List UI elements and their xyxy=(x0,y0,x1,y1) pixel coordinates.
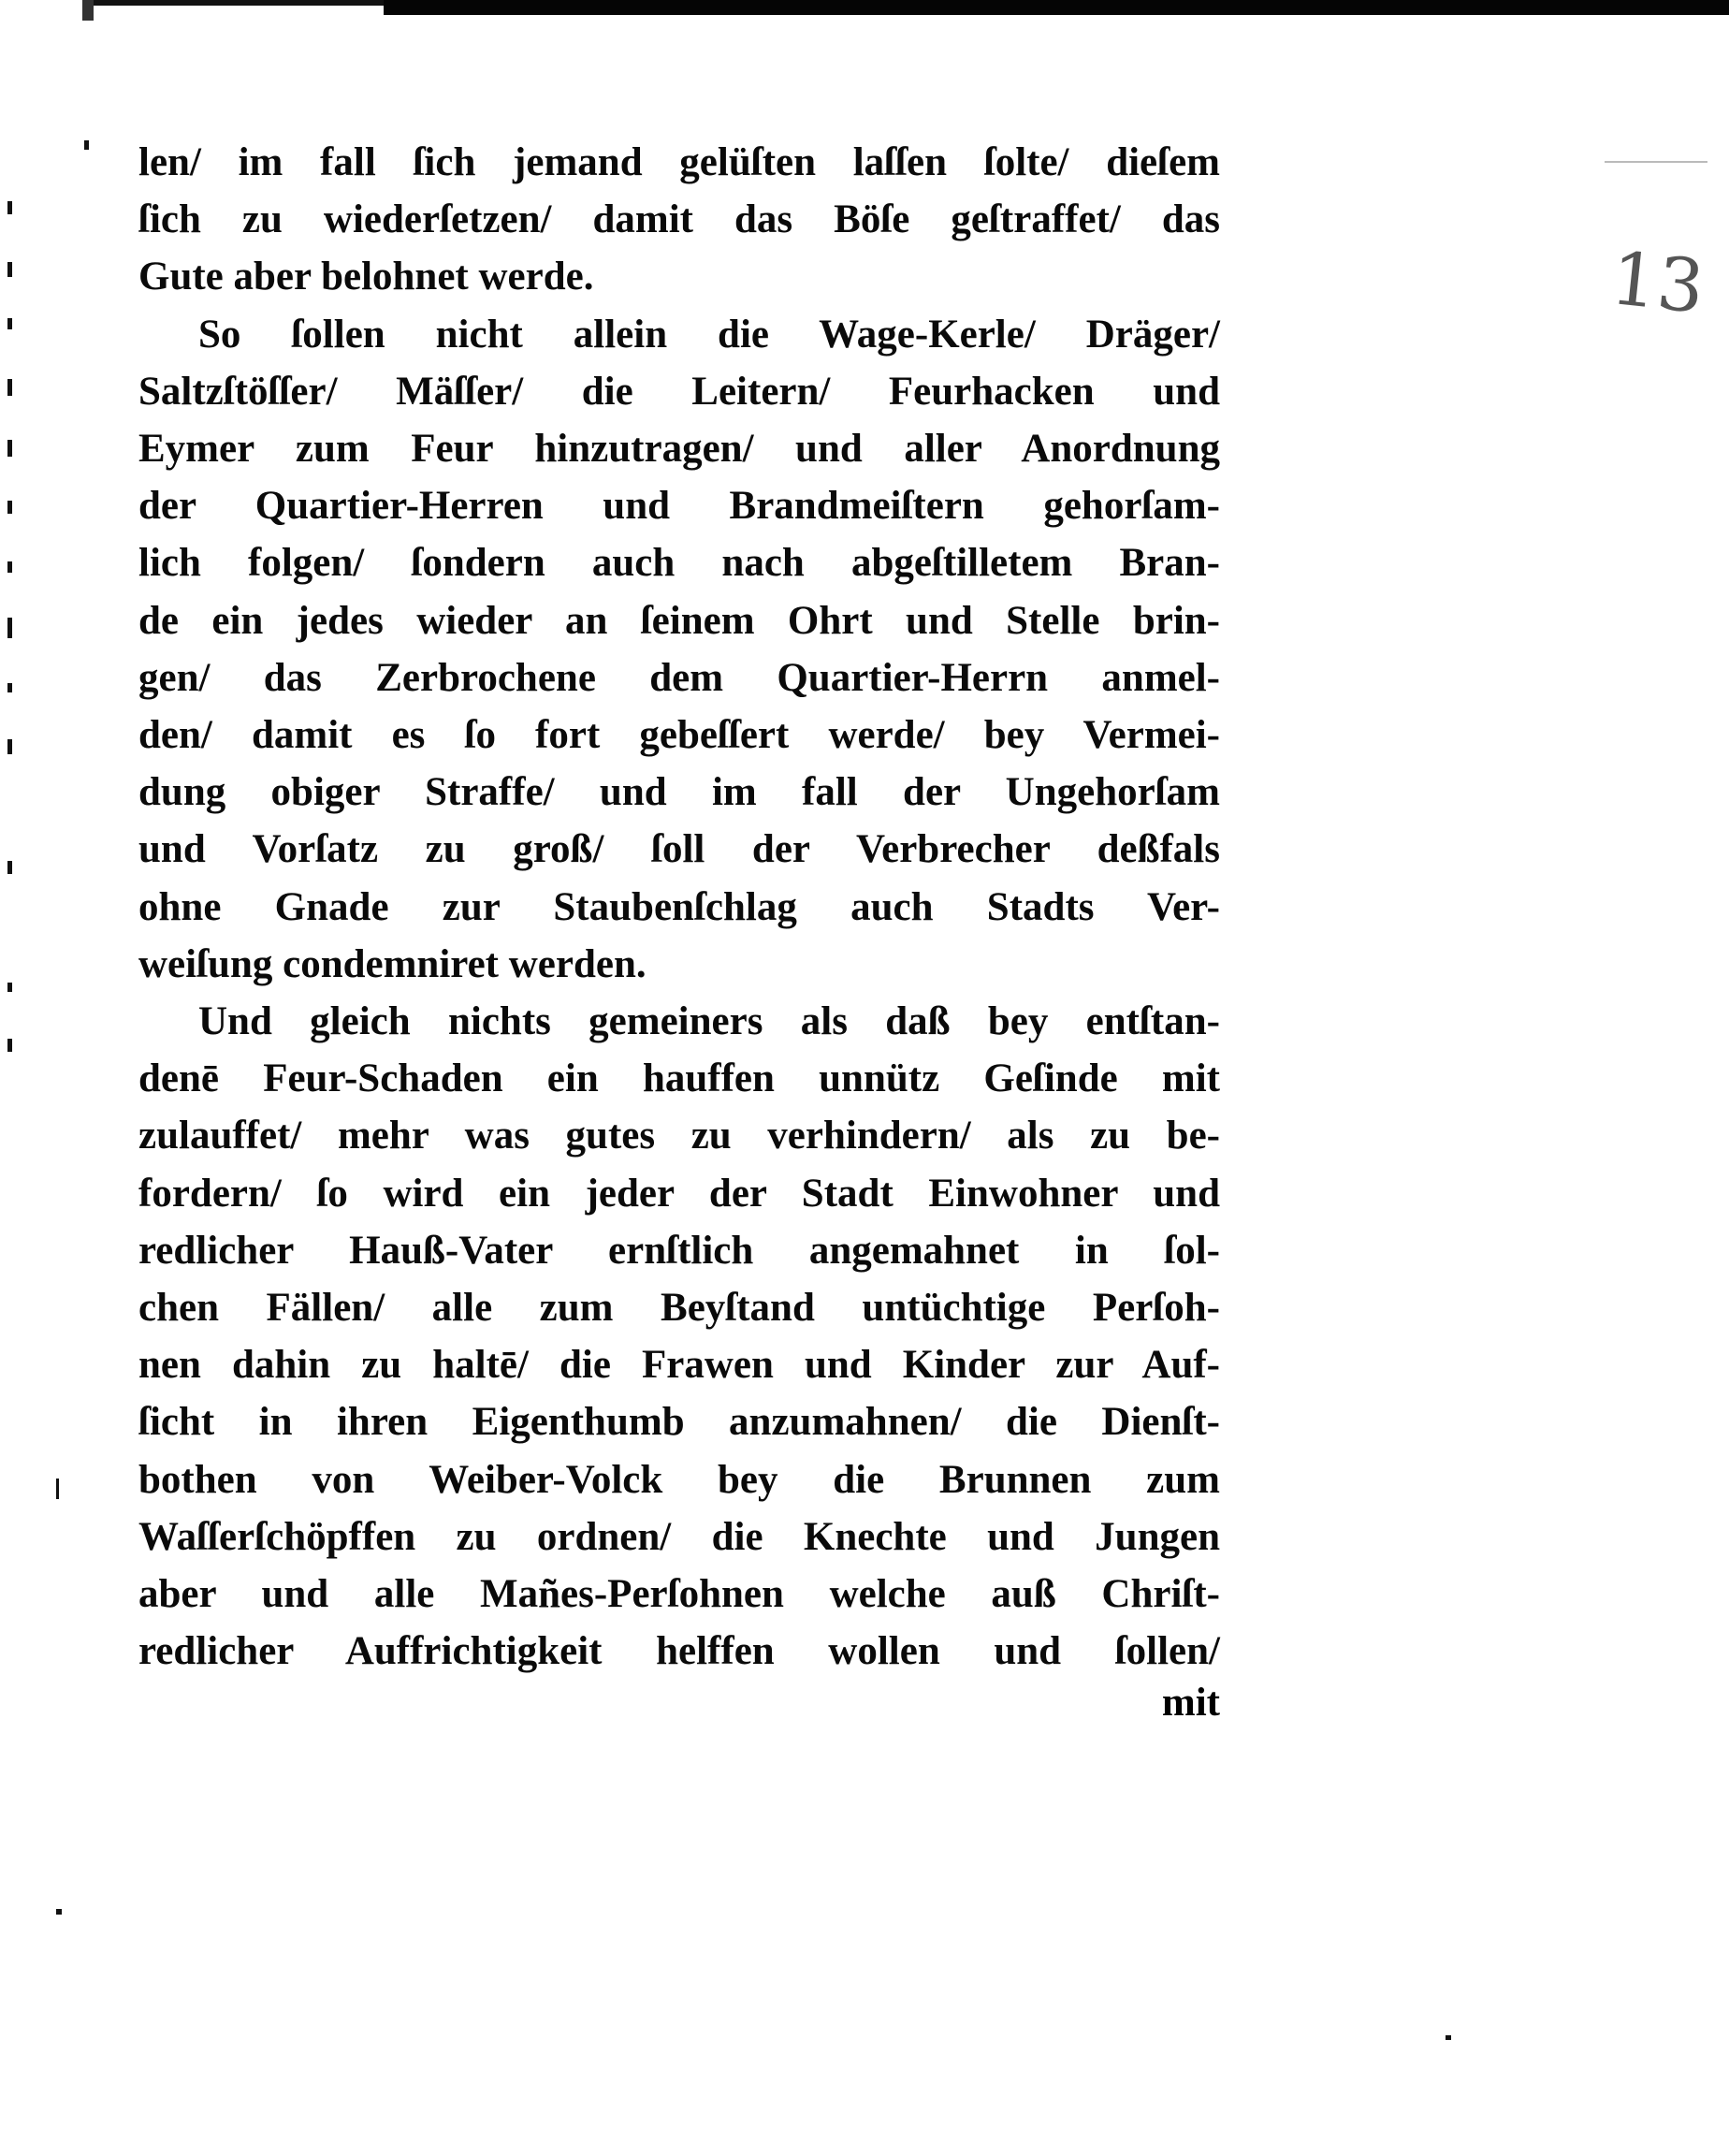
margin-mark xyxy=(56,1909,62,1915)
margin-mark xyxy=(7,561,12,573)
margin-mark xyxy=(7,440,12,457)
scan-edge-mark xyxy=(82,0,94,21)
text-line: len/ im fall ſich jemand gelüſten laſſen ſolte/ dieſem xyxy=(138,140,1220,184)
text-line: aber und alle Mañes-Perſohnen welche auß Chriſt- xyxy=(138,1572,1220,1616)
margin-mark xyxy=(7,262,12,277)
text-line: Gute aber belohnet werde. xyxy=(138,255,594,299)
text-line: redlicher Hauß-Vater ernſtlich angemahnet in ſol- xyxy=(138,1228,1220,1273)
text-line: Und gleich nichts gemeiners als daß bey entſtan- xyxy=(198,999,1220,1043)
margin-mark xyxy=(84,140,89,150)
text-line: Saltzſtöſſer/ Mäſſer/ die Leitern/ Feurhacken und xyxy=(138,369,1220,414)
text-line: fordern/ ſo wird ein jeder der Stadt Einwohner und xyxy=(138,1171,1220,1216)
margin-mark xyxy=(7,1039,12,1052)
text-line: denē Feur-Schaden ein hauffen unnütz Geſinde mit xyxy=(138,1056,1220,1101)
margin-mark xyxy=(7,618,12,638)
text-line: nen dahin zu haltē/ die Frawen und Kinder zur Auf- xyxy=(138,1343,1220,1388)
text-line: weiſung condemniret werden. xyxy=(138,941,647,986)
text-line: de ein jedes wieder an ſeinem Ohrt und Stelle brin- xyxy=(138,598,1220,643)
text-line: chen Fällen/ alle zum Beyſtand untüchtige Perſoh- xyxy=(138,1286,1220,1330)
margin-mark xyxy=(56,1479,59,1499)
text-line: ohne Gnade zur Staubenſchlag auch Stadts Ver- xyxy=(138,884,1220,929)
catchword: mit xyxy=(1161,1681,1220,1726)
text-line: den/ damit es ſo fort gebeſſert werde/ bey Vermei- xyxy=(138,713,1220,757)
text-line: Waſſerſchöpffen zu ordnen/ die Knechte und Jungen xyxy=(138,1514,1220,1559)
margin-mark xyxy=(7,739,12,754)
text-line: zulauffet/ mehr was gutes zu verhindern/ als zu be- xyxy=(138,1114,1220,1158)
margin-mark xyxy=(7,983,12,992)
margin-mark xyxy=(7,318,12,329)
text-line: So ſollen nicht allein die Wage-Kerle/ Dräger/ xyxy=(198,312,1220,357)
margin-mark xyxy=(7,379,12,396)
scan-edge-shadow xyxy=(384,0,1729,15)
text-line: dung obiger Straffe/ und im fall der Ungehorſam xyxy=(138,770,1220,815)
margin-mark xyxy=(7,861,12,874)
handwritten-folio-number: 13 xyxy=(1606,237,1708,330)
text-line: gen/ das Zerbrochene dem Quartier-Herrn anmel- xyxy=(138,655,1220,700)
text-line: lich folgen/ ſondern auch nach abgeſtilletem Bran- xyxy=(138,541,1220,586)
margin-mark xyxy=(7,683,12,692)
text-line: bothen von Weiber-Volck bey die Brunnen zum xyxy=(138,1457,1220,1502)
text-line: Eymer zum Feur hinzutragen/ und aller Anordnung xyxy=(138,427,1220,471)
text-line: redlicher Auffrichtigkeit helffen wollen und ſollen/ xyxy=(138,1629,1220,1674)
text-line: und Vorſatz zu groß/ ſoll der Verbrecher deßfals xyxy=(138,827,1220,872)
text-line: ſicht in ihren Eigenthumb anzumahnen/ die Dienſt- xyxy=(138,1400,1220,1445)
text-line: ſich zu wiederſetzen/ damit das Böſe geſtraffet/ das xyxy=(138,197,1220,242)
margin-mark xyxy=(7,201,12,214)
margin-mark xyxy=(7,501,12,514)
pencil-mark xyxy=(1605,161,1707,163)
margin-mark xyxy=(1446,2035,1451,2040)
text-line: der Quartier-Herren und Brandmeiſtern gehorſam- xyxy=(138,484,1220,529)
